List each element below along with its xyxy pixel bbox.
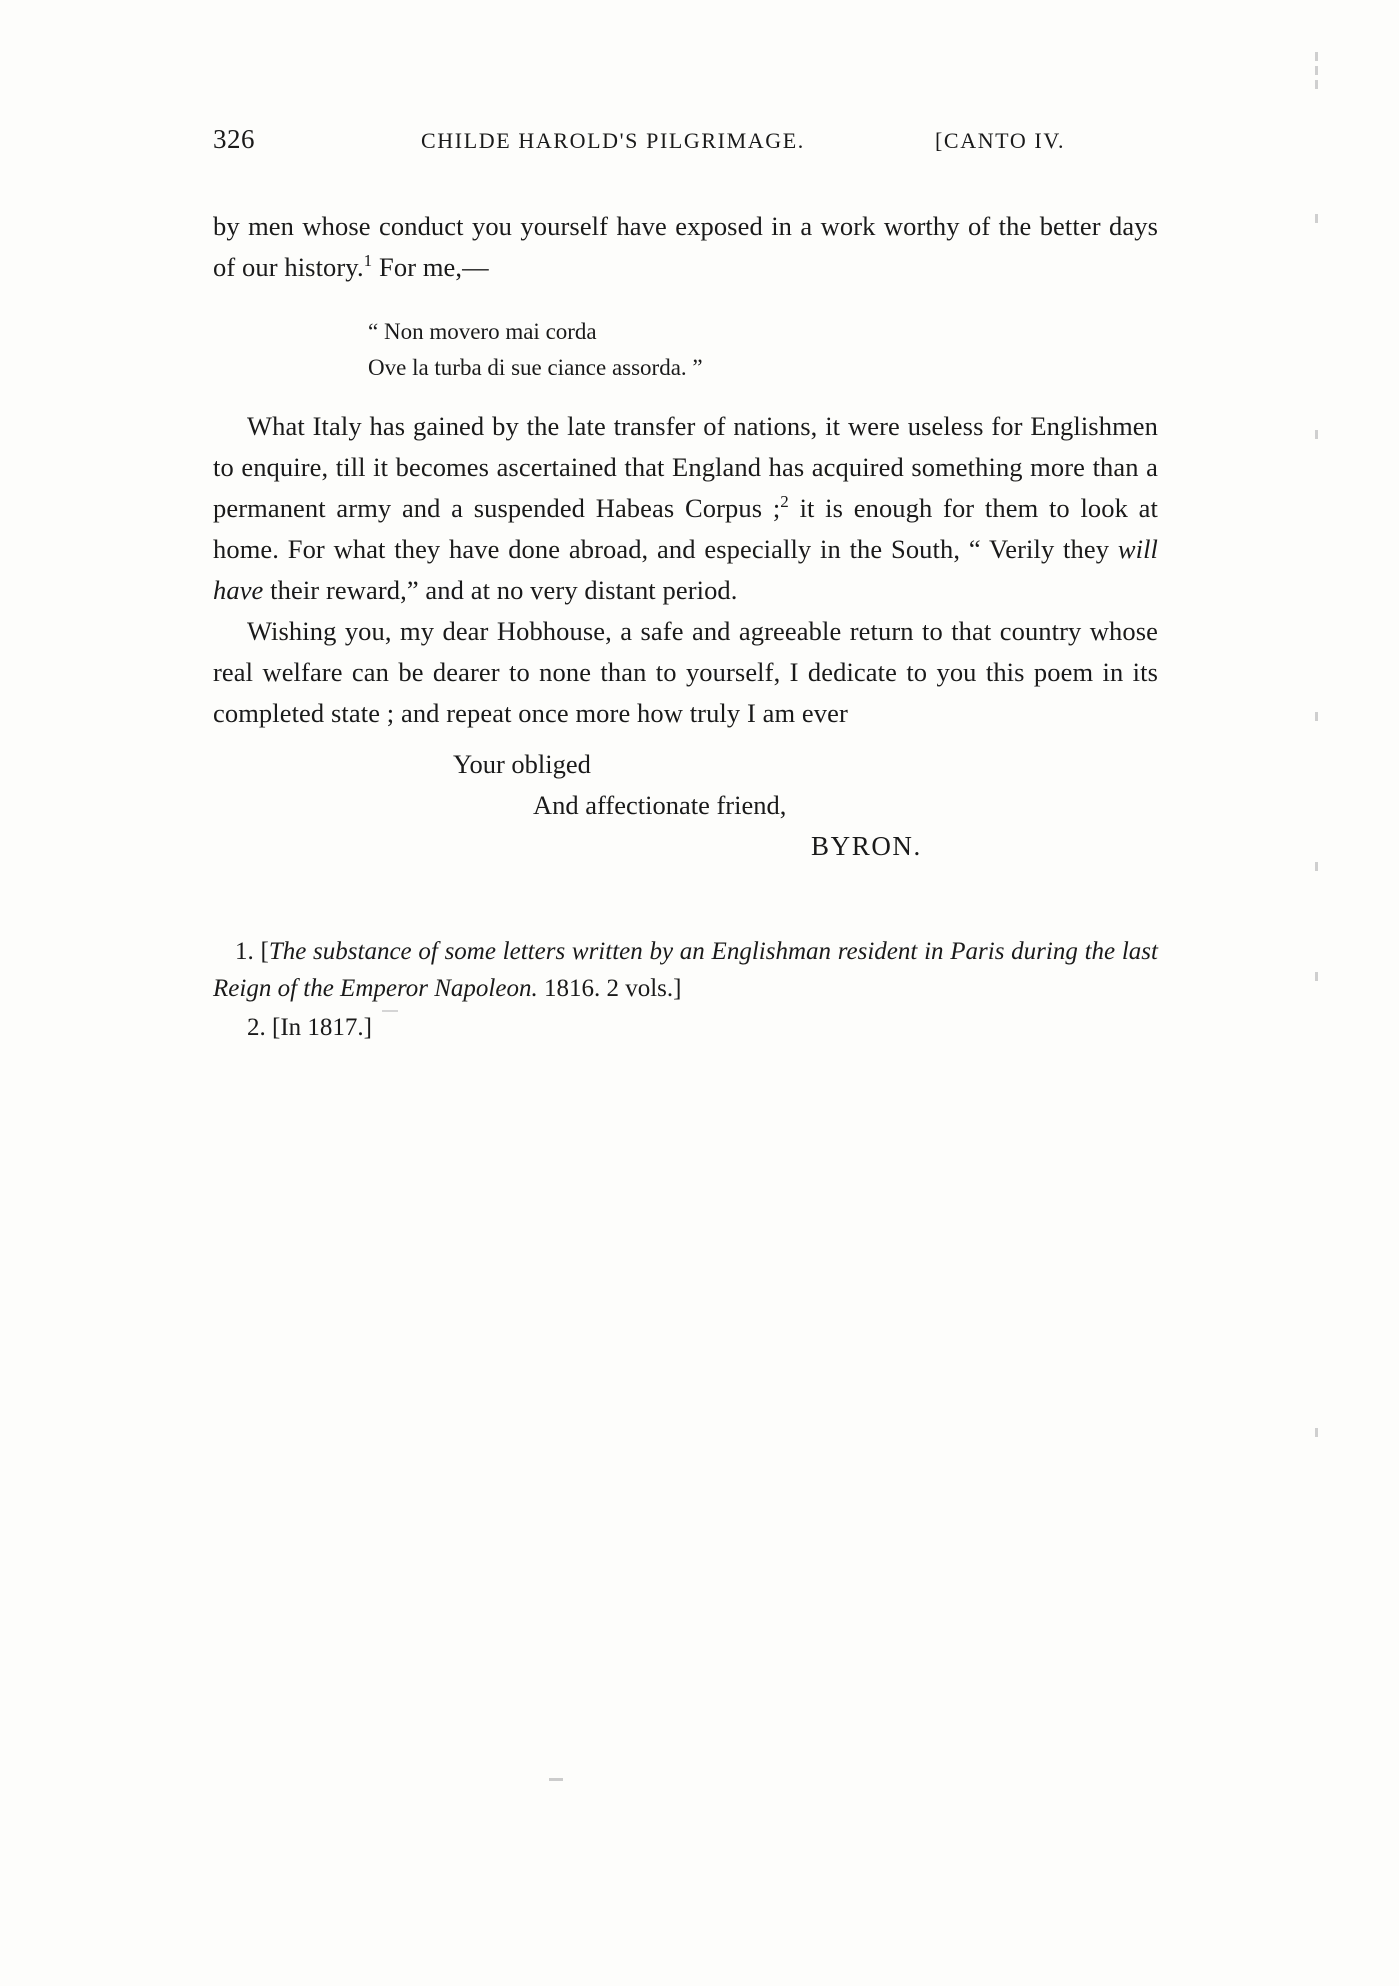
paragraph-1-tail: For me,— [372,252,489,282]
footnote-ref-1[interactable]: 1 [363,251,373,271]
scan-margin-marks [1315,0,1321,1986]
paragraph-2 [213,406,1158,611]
signature-name: BYRON. [811,831,922,861]
page-number: 326 [213,124,255,154]
paragraph-1 [213,206,1158,288]
footnote-1-title: The substance of some letters written by an Englishman resident in Paris during the last Reign of the Emperor Napoleon. [213,938,1158,1002]
footnote-2: 2. [In 1817.] [247,1014,372,1041]
verse-line-1: “ Non movero mai corda [368,319,597,344]
footnote-1-bracket: [ [253,938,269,965]
paragraph-1-text: by men whose conduct you yourself have exposed in a work worthy of the better days of our history. [213,211,1158,282]
canto-label: [CANTO IV. [935,128,1066,153]
footnote-1-tail: 1816. 2 vols.] [537,975,682,1002]
page-content [213,110,1158,1046]
footnotes [213,933,1158,1046]
paragraph-2-text: What Italy has gained by the late transfer of nations, it were useless for Englishmen to enquire, till it becomes ascertained that England has acquired something more than a permanent army and a suspended Habeas Corpus ; [213,411,1158,523]
running-title: CHILDE HAROLD'S PILGRIMAGE. [421,128,805,153]
running-head [213,110,1158,162]
footnote-1-number: 1. [235,938,254,965]
signature-block [213,744,1158,867]
verse-line-2: Ove la turba di sue ciance assorda. ” [368,355,703,380]
paragraph-2-emphasis: will have [213,534,1158,605]
verse-quotation [213,314,1158,386]
paragraph-2-tail: their reward,” and at no very distant period. [263,575,738,605]
scan-bottom-mark [549,1778,563,1781]
signature-line-1: Your obliged [453,749,591,779]
footnote-ref-2[interactable]: 2 [780,492,789,512]
paragraph-3: Wishing you, my dear Hobhouse, a safe and agreeable return to that country whose real welfare can be dearer to none than to yourself, I dedicate to you this poem in its completed state ; and repeat once more how truly I am ever [213,616,1158,728]
body-text [213,206,1158,1046]
footnote-1 [213,933,1158,1007]
signature-line-2: And affectionate friend, [533,790,787,820]
paragraph-2-mid: it is enough for them to look at home. For what they have done abroad, and especially in the South, “ Verily they [213,493,1158,564]
